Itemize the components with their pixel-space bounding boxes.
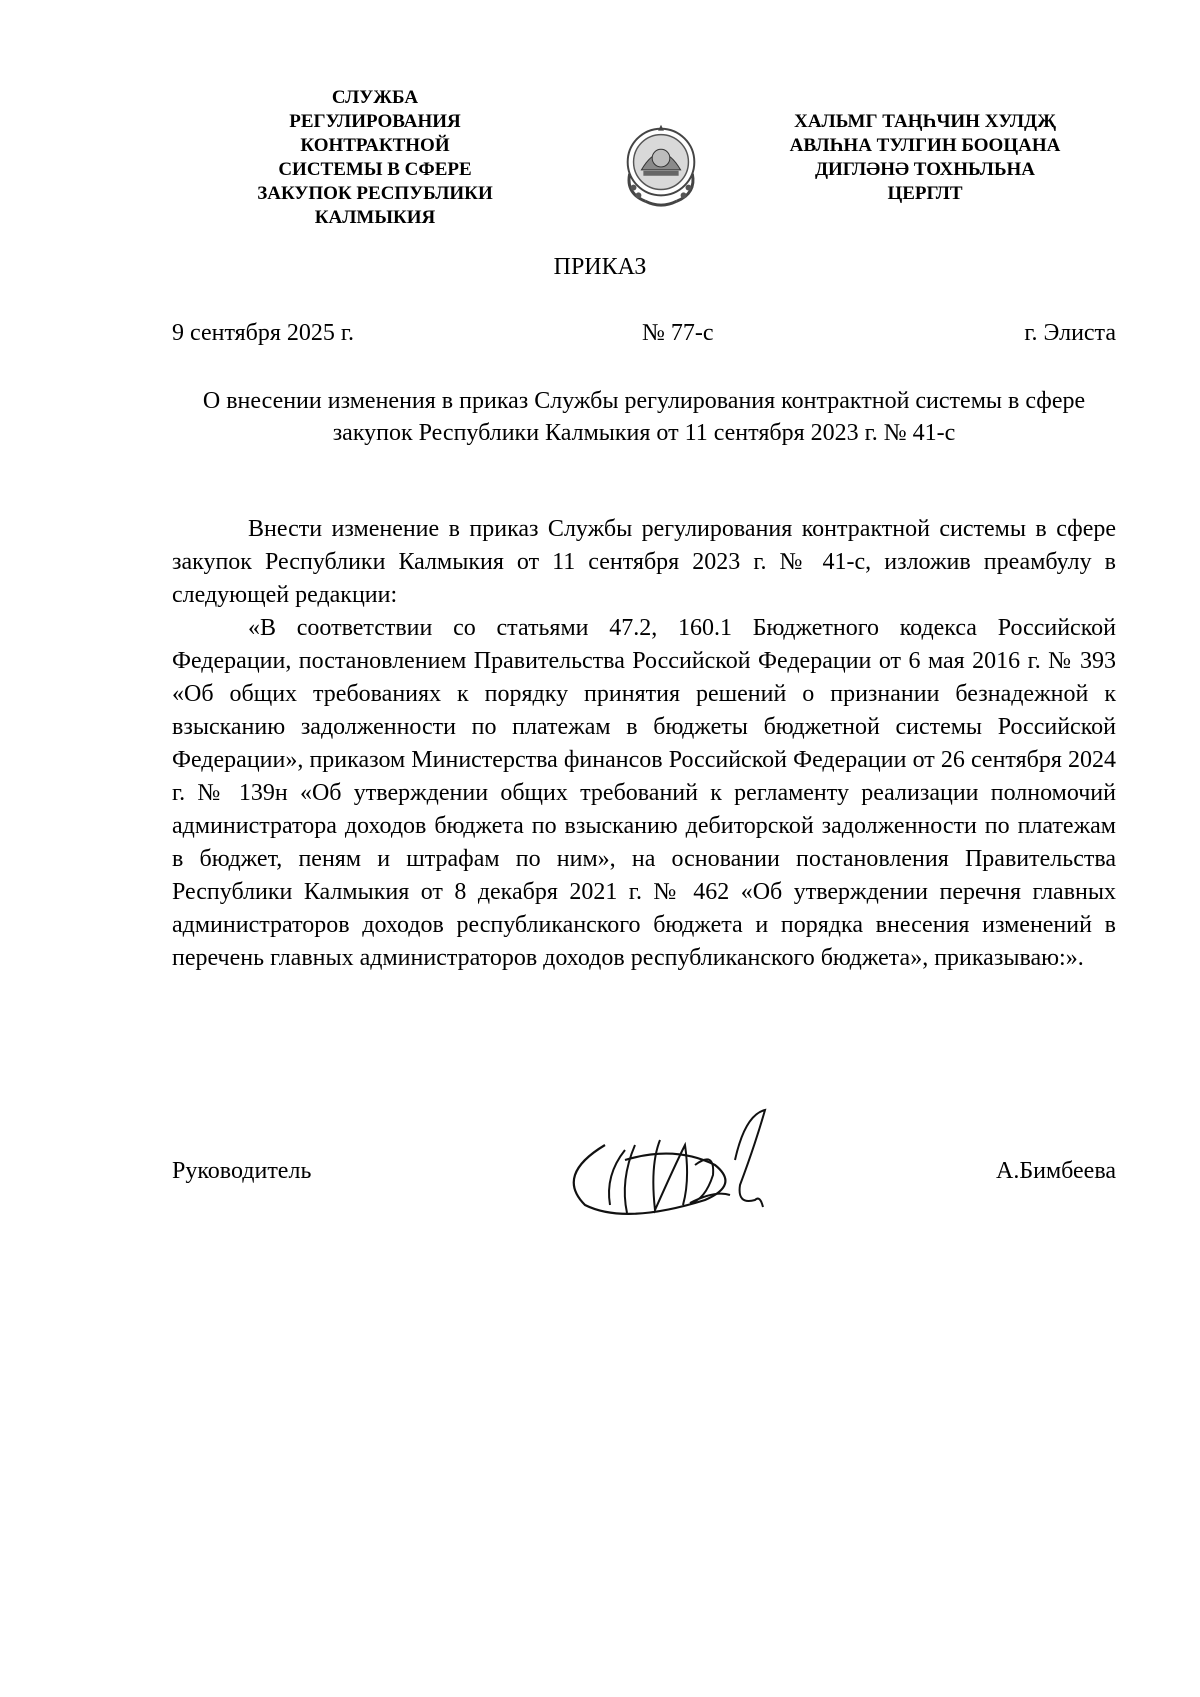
org-ru-line: РЕГУЛИРОВАНИЯ <box>289 111 461 132</box>
org-kalmyk-line: ЦЕРГЛТ <box>887 183 963 204</box>
org-ru-line: КАЛМЫКИЯ <box>314 207 436 228</box>
document-date: 9 сентября 2025 г. <box>172 320 355 346</box>
coat-of-arms-icon <box>612 114 710 214</box>
organization-name-kalmyk <box>760 110 1090 206</box>
document-title: ПРИКАЗ <box>553 254 647 280</box>
org-ru-line: ЗАКУПОК РЕСПУБЛИКИ <box>257 183 493 204</box>
document-subject: О внесении изменения в приказ Службы регулирования контрактной системы в сфере закупок Республики Калмыкия от 11 сентября 2023 г. № 41-с <box>202 388 1086 446</box>
body-paragraph: «В соответствии со статьями 47.2, 160.1 Бюджетного кодекса Российской Федерации, постановлением Правительства Российской Федерации от 6 мая 2016 г. № 393 «Об общих требованиях к порядку принятия решений о признании безнадежной к взысканию задолженности по платежам в бюджеты бюджетной системы Российской Федерации», приказом Министерства финансов Российской Федерации от 26 сентября 2024 г. № 139н «Об утверждении общих требований к регламенту реализации полномочий администратора доходов бюджета по взысканию дебиторской задолженности по платежам в бюджет, пеням и штрафам по ним», на основании постановления Правительства Республики Калмыкия от 8 декабря 2021 г. № 462 «Об утверждении перечня главных администраторов доходов республиканского бюджета и порядка внесения изменений в перечень главных администраторов доходов республиканского бюджета», приказываю:». <box>172 615 1116 971</box>
org-ru-line: СЛУЖБА <box>331 87 419 108</box>
organization-name-ru <box>225 86 525 230</box>
signatory-name: А.Бимбеева <box>995 1158 1116 1184</box>
signatory-position: Руководитель <box>172 1158 312 1184</box>
document-city: г. Элиста <box>1024 320 1116 346</box>
document-body <box>172 513 1116 975</box>
org-kalmyk-line: ДИГЛӘНӘ ТОХНЬЛЬНА <box>814 159 1036 180</box>
org-ru-line: СИСТЕМЫ В СФЕРЕ <box>278 159 472 180</box>
document-number: № 77-с <box>642 320 714 346</box>
document-meta <box>172 320 1116 352</box>
org-kalmyk-line: ХАЛЬМГ ТАҢҺЧИН ХУЛДҖ <box>794 111 1056 132</box>
signature-block <box>172 1158 1116 1198</box>
org-kalmyk-line: АВЛҺНА ТУЛГИН БООЦАНА <box>789 135 1061 156</box>
body-paragraph: Внести изменение в приказ Службы регулирования контрактной системы в сфере закупок Республики Калмыкия от 11 сентября 2023 г. № 41-с, изложив преамбулу в следующей редакции: <box>172 516 1116 608</box>
org-ru-line: КОНТРАКТНОЙ <box>300 135 450 156</box>
